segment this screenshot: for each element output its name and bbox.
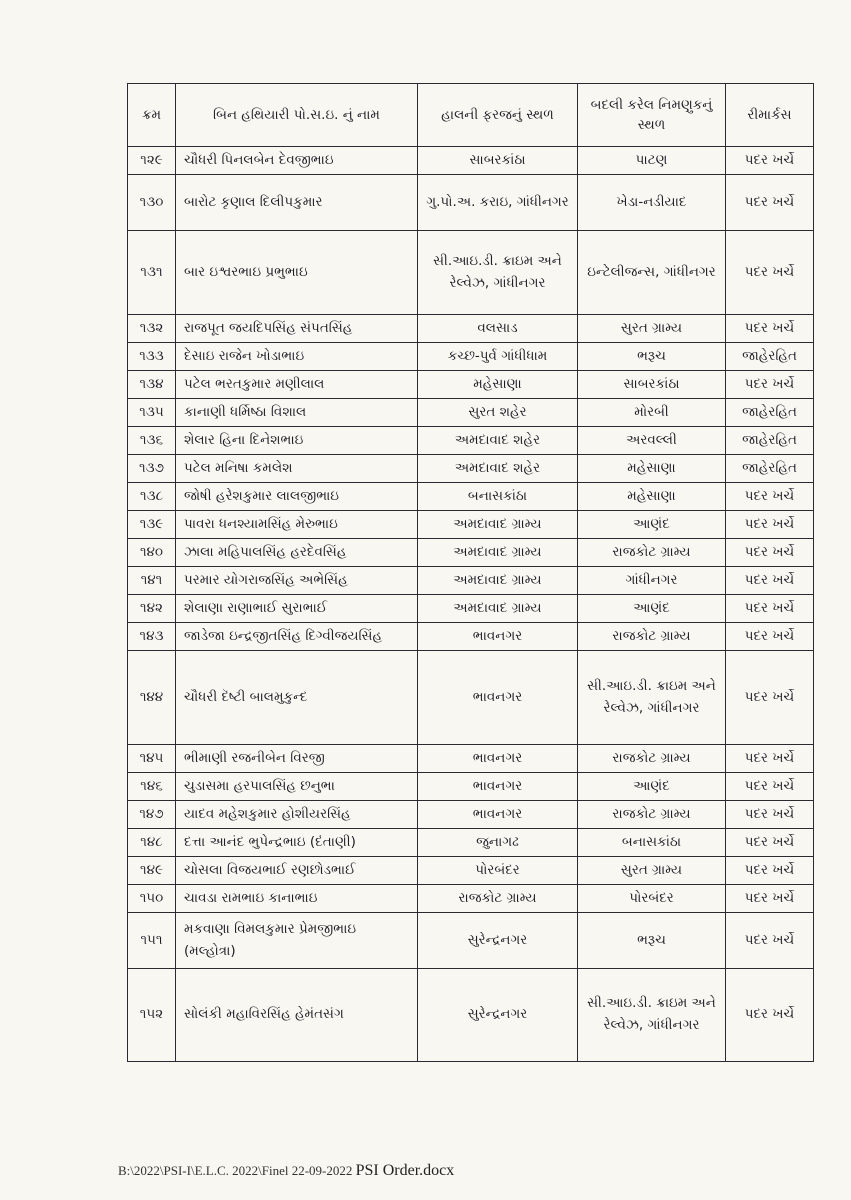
new-posting-cell: મહેસાણા xyxy=(578,483,726,511)
table-row xyxy=(128,343,814,371)
current-posting-cell: સુરેન્દ્રનગર xyxy=(418,913,578,969)
new-posting-cell: આણંદ xyxy=(578,511,726,539)
remarks-cell: જાહેરહિત xyxy=(726,343,814,371)
table-row xyxy=(128,773,814,801)
new-posting-cell: સુરત ગ્રામ્ય xyxy=(578,857,726,885)
current-posting-cell: પોરબંદર xyxy=(418,857,578,885)
table-row xyxy=(128,913,814,969)
officer-name-cell: ભીમાણી રજનીબેન વિરજી xyxy=(176,745,418,773)
serial-cell: ૧૩૯ xyxy=(128,511,176,539)
current-posting-cell: સી.આઇ.ડી. ક્રાઇમ અને રેલ્વેઝ, ગાંધીનગર xyxy=(418,231,578,315)
header-remarks: રીમાર્કસ xyxy=(726,84,814,147)
officer-name-cell: ઝાલા મહિપાલસિંહ હરદેવસિંહ xyxy=(176,539,418,567)
remarks-cell: પદર ખર્ચે xyxy=(726,483,814,511)
new-posting-cell: રાજકોટ ગ્રામ્ય xyxy=(578,623,726,651)
document-footer xyxy=(118,1162,454,1180)
officer-name-cell: પટેલ ભરતકુમાર મણીલાલ xyxy=(176,371,418,399)
serial-cell: ૧૩૨ xyxy=(128,315,176,343)
officer-name-cell: ચાવડા રામભાઇ કાનાભાઇ xyxy=(176,885,418,913)
officer-name-cell: જોષી હરેશકુમાર લાલજીભાઇ xyxy=(176,483,418,511)
officer-name-cell: શેલાણા રાણાભાઈ સુરાભાઈ xyxy=(176,595,418,623)
table-row xyxy=(128,455,814,483)
current-posting-cell: અમદાવાદ ગ્રામ્ય xyxy=(418,595,578,623)
remarks-cell: પદર ખર્ચે xyxy=(726,315,814,343)
serial-cell: ૧૩૮ xyxy=(128,483,176,511)
new-posting-cell: પાટણ xyxy=(578,147,726,175)
table-row xyxy=(128,231,814,315)
new-posting-cell: રાજકોટ ગ્રામ્ય xyxy=(578,539,726,567)
new-posting-cell: સુરત ગ્રામ્ય xyxy=(578,315,726,343)
table-row xyxy=(128,829,814,857)
serial-cell: ૧૪૫ xyxy=(128,745,176,773)
table-row xyxy=(128,857,814,885)
table-row xyxy=(128,539,814,567)
serial-cell: ૧૩૦ xyxy=(128,175,176,231)
footer-filename: PSI Order.docx xyxy=(355,1162,455,1179)
header-officer-name: બિન હથિયારી પો.સ.ઇ. નું નામ xyxy=(176,84,418,147)
remarks-cell: પદર ખર્ચે xyxy=(726,969,814,1062)
serial-cell: ૧૪૩ xyxy=(128,623,176,651)
officer-name-cell: રાજપૂત જયદિપસિંહ સંપતસિંહ xyxy=(176,315,418,343)
officer-name-cell: યાદવ મહેશકુમાર હોશીયરસિંહ xyxy=(176,801,418,829)
new-posting-cell: ખેડા-નડીયાદ xyxy=(578,175,726,231)
serial-cell: ૧૪૧ xyxy=(128,567,176,595)
officer-name-cell: ચુડાસમા હરપાલસિંહ છનુભા xyxy=(176,773,418,801)
officer-name-cell: પાવરા ધનશ્યામસિંહ મેરુભાઇ xyxy=(176,511,418,539)
current-posting-cell: સાબરકાંઠા xyxy=(418,147,578,175)
officer-name-cell: શેલાર હિના દિનેશભાઇ xyxy=(176,427,418,455)
serial-cell: ૧૪૪ xyxy=(128,651,176,745)
remarks-cell: પદર ખર્ચે xyxy=(726,801,814,829)
table-row xyxy=(128,885,814,913)
new-posting-cell: પોરબંદર xyxy=(578,885,726,913)
remarks-cell: પદર ખર્ચે xyxy=(726,371,814,399)
officer-name-cell: બારોટ કૃણાલ દિલીપકુમાર xyxy=(176,175,418,231)
remarks-cell: પદર ખર્ચે xyxy=(726,773,814,801)
remarks-cell: પદર ખર્ચે xyxy=(726,539,814,567)
serial-cell: ૧૫૧ xyxy=(128,913,176,969)
current-posting-cell: અમદાવાદ શહેર xyxy=(418,455,578,483)
current-posting-cell: વલસાડ xyxy=(418,315,578,343)
current-posting-cell: સુરત શહેર xyxy=(418,399,578,427)
serial-cell: ૧૫૨ xyxy=(128,969,176,1062)
current-posting-cell: ગુ.પો.અ. કરાઇ, ગાંધીનગર xyxy=(418,175,578,231)
serial-cell: ૧૪૭ xyxy=(128,801,176,829)
table-row xyxy=(128,969,814,1062)
new-posting-cell: સાબરકાંઠા xyxy=(578,371,726,399)
officer-name-cell: સોલંકી મહાવિરસિંહ હેમંતસંગ xyxy=(176,969,418,1062)
new-posting-cell: આણંદ xyxy=(578,595,726,623)
officer-name-cell: બાર ઇશ્વરભાઇ પ્રભુભાઇ xyxy=(176,231,418,315)
remarks-cell: પદર ખર્ચે xyxy=(726,231,814,315)
remarks-cell: પદર ખર્ચે xyxy=(726,623,814,651)
remarks-cell: પદર ખર્ચે xyxy=(726,567,814,595)
new-posting-cell: રાજકોટ ગ્રામ્ય xyxy=(578,745,726,773)
table-row xyxy=(128,623,814,651)
officer-name-cell: ચૌધરી પિનલબેન દેવજીભાઇ xyxy=(176,147,418,175)
new-posting-cell: ગાંધીનગર xyxy=(578,567,726,595)
current-posting-cell: ભાવનગર xyxy=(418,745,578,773)
new-posting-cell: બનાસકાંઠા xyxy=(578,829,726,857)
serial-cell: ૧૩૧ xyxy=(128,231,176,315)
current-posting-cell: ભાવનગર xyxy=(418,801,578,829)
header-serial: ક્રમ xyxy=(128,84,176,147)
remarks-cell: પદર ખર્ચે xyxy=(726,829,814,857)
officer-name-cell: દત્તા આનંદ ભુપેન્દ્રભાઇ (દંતાણી) xyxy=(176,829,418,857)
current-posting-cell: ભાવનગર xyxy=(418,623,578,651)
remarks-cell: પદર ખર્ચે xyxy=(726,511,814,539)
serial-cell: ૧૩૬ xyxy=(128,427,176,455)
serial-cell: ૧૩૩ xyxy=(128,343,176,371)
current-posting-cell: અમદાવાદ ગ્રામ્ય xyxy=(418,511,578,539)
serial-cell: ૧૪૯ xyxy=(128,857,176,885)
serial-cell: ૧૫૦ xyxy=(128,885,176,913)
serial-cell: ૧૪૬ xyxy=(128,773,176,801)
remarks-cell: પદર ખર્ચે xyxy=(726,147,814,175)
new-posting-cell: સી.આઇ.ડી. ક્રાઇમ અને રેલ્વેઝ, ગાંધીનગર xyxy=(578,651,726,745)
officer-name-cell: ચોસલા વિજયભાઈ રણછોડભાઈ xyxy=(176,857,418,885)
table-row xyxy=(128,745,814,773)
current-posting-cell: ભાવનગર xyxy=(418,651,578,745)
serial-cell: ૧૪૦ xyxy=(128,539,176,567)
remarks-cell: પદર ખર્ચે xyxy=(726,595,814,623)
officer-name-cell: પટેલ મનિષા કમલેશ xyxy=(176,455,418,483)
table-row xyxy=(128,651,814,745)
current-posting-cell: અમદાવાદ શહેર xyxy=(418,427,578,455)
current-posting-cell: બનાસકાંઠા xyxy=(418,483,578,511)
new-posting-cell: ઇન્ટેલીજન્સ, ગાંધીનગર xyxy=(578,231,726,315)
officer-name-cell: કાનાણી ધર્મિષ્ઠા વિશાલ xyxy=(176,399,418,427)
table-row xyxy=(128,427,814,455)
remarks-cell: પદર ખર્ચે xyxy=(726,175,814,231)
remarks-cell: પદર ખર્ચે xyxy=(726,857,814,885)
table-row xyxy=(128,483,814,511)
serial-cell: ૧૩૪ xyxy=(128,371,176,399)
header-current-posting: હાલની ફરજનું સ્થળ xyxy=(418,84,578,147)
table-header-row xyxy=(128,84,814,147)
current-posting-cell: સુરેન્દ્રનગર xyxy=(418,969,578,1062)
officer-name-cell: ચૌધરી દૅષ્ટી બાલમુકુન્દ xyxy=(176,651,418,745)
serial-cell: ૧૨૯ xyxy=(128,147,176,175)
officer-name-cell: મકવાણા વિમલકુમાર પ્રેમજીભાઇ (મલ્હોત્રા) xyxy=(176,913,418,969)
table-row xyxy=(128,175,814,231)
remarks-cell: પદર ખર્ચે xyxy=(726,651,814,745)
current-posting-cell: કચ્છ-પુર્વ ગાંધીધામ xyxy=(418,343,578,371)
new-posting-cell: અરવલ્લી xyxy=(578,427,726,455)
officer-name-cell: દેસાઇ રાજેન ખોડાભાઇ xyxy=(176,343,418,371)
header-new-posting: બદલી કરેલ નિમણુકનું સ્થળ xyxy=(578,84,726,147)
current-posting-cell: અમદાવાદ ગ્રામ્ય xyxy=(418,539,578,567)
officer-name-cell: જાડેજા ઇન્દ્રજીતસિંહ દિગ્વીજયસિંહ xyxy=(176,623,418,651)
officer-name-cell: પરમાર યોગરાજસિંહ અભેસિંહ xyxy=(176,567,418,595)
remarks-cell: જાહેરહિત xyxy=(726,399,814,427)
current-posting-cell: ભાવનગર xyxy=(418,773,578,801)
table-row xyxy=(128,315,814,343)
current-posting-cell: અમદાવાદ ગ્રામ્ય xyxy=(418,567,578,595)
new-posting-cell: મહેસાણા xyxy=(578,455,726,483)
table-row xyxy=(128,371,814,399)
serial-cell: ૧૩૭ xyxy=(128,455,176,483)
current-posting-cell: રાજકોટ ગ્રામ્ય xyxy=(418,885,578,913)
current-posting-cell: મહેસાણા xyxy=(418,371,578,399)
remarks-cell: પદર ખર્ચે xyxy=(726,913,814,969)
serial-cell: ૧૩૫ xyxy=(128,399,176,427)
serial-cell: ૧૪૮ xyxy=(128,829,176,857)
table-row xyxy=(128,595,814,623)
remarks-cell: જાહેરહિત xyxy=(726,455,814,483)
footer-path: B:\2022\PSI-I\E.L.C. 2022\Finel 22-09-2022 xyxy=(118,1163,353,1178)
table-row xyxy=(128,567,814,595)
table-row xyxy=(128,147,814,175)
new-posting-cell: મોરબી xyxy=(578,399,726,427)
new-posting-cell: સી.આઇ.ડી. ક્રાઇમ અને રેલ્વેઝ, ગાંધીનગર xyxy=(578,969,726,1062)
serial-cell: ૧૪૨ xyxy=(128,595,176,623)
table-row xyxy=(128,399,814,427)
new-posting-cell: રાજકોટ ગ્રામ્ય xyxy=(578,801,726,829)
new-posting-cell: આણંદ xyxy=(578,773,726,801)
table-row xyxy=(128,801,814,829)
remarks-cell: પદર ખર્ચે xyxy=(726,885,814,913)
remarks-cell: જાહેરહિત xyxy=(726,427,814,455)
new-posting-cell: ભરૂચ xyxy=(578,343,726,371)
remarks-cell: પદર ખર્ચે xyxy=(726,745,814,773)
table-row xyxy=(128,511,814,539)
new-posting-cell: ભરૂચ xyxy=(578,913,726,969)
current-posting-cell: જુનાગઢ xyxy=(418,829,578,857)
transfer-order-table xyxy=(127,83,814,1062)
